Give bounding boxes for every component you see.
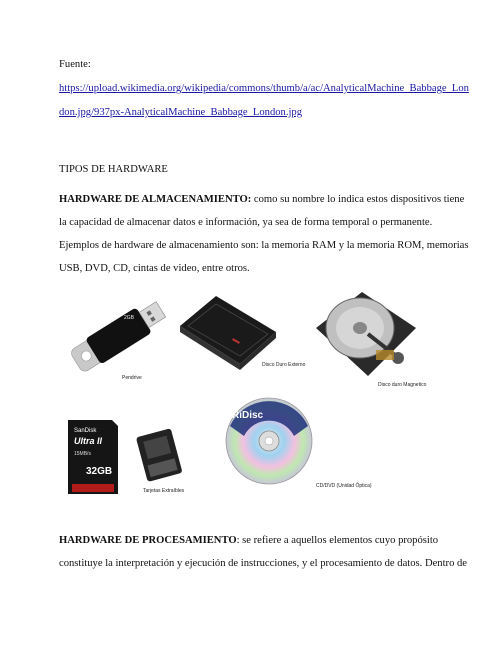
hard-disk-caption: Disco duro Magnetico <box>378 382 427 388</box>
processing-paragraph-line1 <box>59 534 438 547</box>
pendrive-image <box>58 285 176 385</box>
sd-brand-text: SanDisk <box>74 428 97 434</box>
storage-line2: la capacidad de almacenar datos e información, ya sea de forma temporal o permanente. <box>59 217 433 228</box>
storage-line3: Ejemplos de hardware de almacenamiento son: la memoria RAM y la memoria ROM, memorias <box>59 240 469 251</box>
sd-size-text: 32GB <box>86 466 113 477</box>
section-title: TIPOS DE HARDWARE <box>59 164 168 175</box>
pendrive-caption: Pendrive <box>122 375 142 381</box>
source-label: Fuente: <box>59 59 91 70</box>
processing-line2: constituye la interpretación y ejecución de instrucciones, y el procesamiento de datos. Dentro de <box>59 558 468 569</box>
cards-caption: Tarjetas Extraíbles <box>143 488 185 494</box>
hard-disk-image <box>310 288 420 380</box>
source-link-line1[interactable]: https://upload.wikimedia.org/wikipedia/commons/thumb/a/ac/AnalyticalMachine_Babbage_Lon <box>59 83 469 94</box>
external-disk-caption: Disco Duro Externo <box>262 362 306 368</box>
cd-brand-text: RiDisc <box>232 410 264 421</box>
processing-heading: HARDWARE DE PROCESAMIENTO <box>59 535 237 546</box>
processing-line1-text: : se refiere a aquellos elementos cuyo propósito <box>236 535 439 546</box>
storage-heading: HARDWARE DE ALMACENAMIENTO: <box>59 194 252 205</box>
storage-line4: USB, DVD, CD, cintas de video, entre otros. <box>59 263 250 274</box>
external-disk-image <box>176 292 280 372</box>
cd-dvd-image <box>224 396 314 486</box>
cd-caption: CD/DVD (Unidad Óptica) <box>316 483 372 489</box>
memory-cards-image <box>64 418 192 496</box>
sd-model-text: Ultra II <box>74 436 103 446</box>
pendrive-label: 2GB <box>124 315 135 321</box>
source-link-line2[interactable]: don.jpg/937px-AnalyticalMachine_Babbage_London.jpg <box>59 107 303 118</box>
storage-paragraph-line1 <box>59 193 464 206</box>
sd-speed-text: 15MB/s <box>74 451 91 457</box>
storage-line1-text: como su nombre lo indica estos dispositivos tiene <box>251 194 465 205</box>
